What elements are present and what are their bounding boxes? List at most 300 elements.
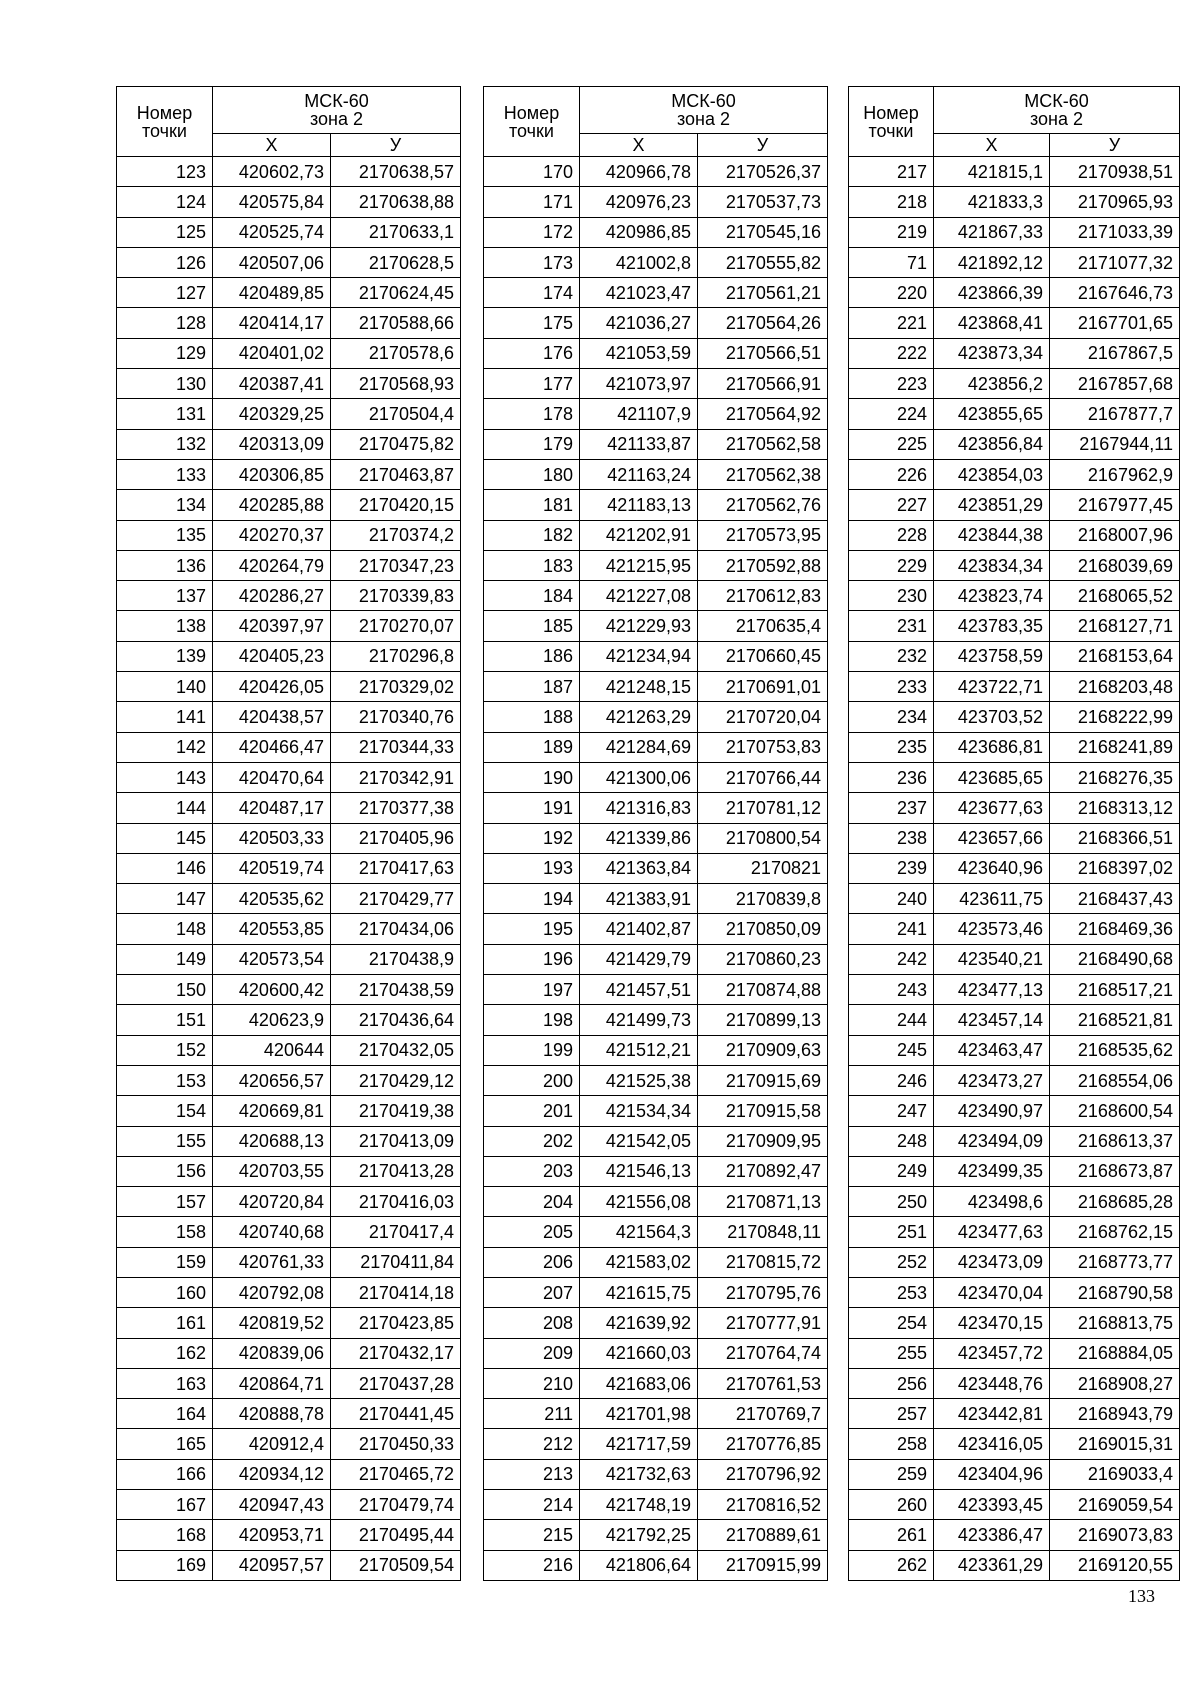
x-coordinate-cell: 420507,06 bbox=[213, 247, 331, 277]
x-coordinate-cell: 421792,25 bbox=[580, 1520, 698, 1550]
table-row bbox=[484, 1126, 828, 1156]
point-number-cell: 127 bbox=[117, 278, 213, 308]
point-number-cell: 223 bbox=[849, 369, 934, 399]
table-row bbox=[117, 369, 461, 399]
y-coordinate-cell: 2170633,1 bbox=[331, 217, 461, 247]
y-coordinate-cell: 2169015,31 bbox=[1050, 1429, 1180, 1459]
table-row bbox=[117, 429, 461, 459]
x-coordinate-cell: 423361,29 bbox=[934, 1550, 1050, 1580]
x-coordinate-cell: 423498,6 bbox=[934, 1187, 1050, 1217]
y-column-header: У bbox=[331, 134, 461, 157]
table-row bbox=[117, 157, 461, 187]
x-coordinate-cell: 421229,93 bbox=[580, 611, 698, 641]
x-coordinate-cell: 420623,9 bbox=[213, 1005, 331, 1035]
y-coordinate-cell: 2170417,63 bbox=[331, 853, 461, 883]
point-number-cell: 197 bbox=[484, 975, 580, 1005]
point-number-cell: 146 bbox=[117, 853, 213, 883]
point-number-cell: 250 bbox=[849, 1187, 934, 1217]
table-row bbox=[849, 1096, 1180, 1126]
y-coordinate-cell: 2170436,64 bbox=[331, 1005, 461, 1035]
table-row bbox=[484, 793, 828, 823]
x-coordinate-cell: 420703,55 bbox=[213, 1156, 331, 1186]
y-coordinate-cell: 2168908,27 bbox=[1050, 1368, 1180, 1398]
point-number-cell: 199 bbox=[484, 1035, 580, 1065]
x-coordinate-cell: 421248,15 bbox=[580, 672, 698, 702]
y-coordinate-cell: 2167857,68 bbox=[1050, 369, 1180, 399]
x-coordinate-cell: 421833,3 bbox=[934, 187, 1050, 217]
table-row bbox=[849, 187, 1180, 217]
y-coordinate-cell: 2168127,71 bbox=[1050, 611, 1180, 641]
x-column-header: Х bbox=[580, 134, 698, 157]
table-row bbox=[849, 247, 1180, 277]
x-coordinate-cell: 420953,71 bbox=[213, 1520, 331, 1550]
y-coordinate-cell: 2170429,12 bbox=[331, 1065, 461, 1095]
y-coordinate-cell: 2168276,35 bbox=[1050, 762, 1180, 792]
point-number-cell: 253 bbox=[849, 1277, 934, 1307]
x-coordinate-cell: 423856,84 bbox=[934, 429, 1050, 459]
table-row bbox=[484, 1399, 828, 1429]
point-number-cell: 261 bbox=[849, 1520, 934, 1550]
y-coordinate-cell: 2170588,66 bbox=[331, 308, 461, 338]
coordinate-system-header: МСК-60 зона 2 bbox=[580, 87, 828, 134]
point-number-cell: 155 bbox=[117, 1126, 213, 1156]
table-row bbox=[849, 944, 1180, 974]
x-coordinate-cell: 423844,38 bbox=[934, 520, 1050, 550]
table-row bbox=[117, 641, 461, 671]
point-number-cell: 159 bbox=[117, 1247, 213, 1277]
y-coordinate-cell: 2168007,96 bbox=[1050, 520, 1180, 550]
x-coordinate-cell: 423473,09 bbox=[934, 1247, 1050, 1277]
x-coordinate-cell: 421402,87 bbox=[580, 914, 698, 944]
point-number-cell: 229 bbox=[849, 550, 934, 580]
y-coordinate-cell: 2170892,47 bbox=[698, 1156, 828, 1186]
table-row bbox=[849, 369, 1180, 399]
point-number-cell: 187 bbox=[484, 672, 580, 702]
table-row bbox=[117, 520, 461, 550]
y-coordinate-cell: 2168153,64 bbox=[1050, 641, 1180, 671]
point-number-cell: 194 bbox=[484, 884, 580, 914]
point-number-cell: 177 bbox=[484, 369, 580, 399]
table-row bbox=[117, 1368, 461, 1398]
table-row bbox=[117, 1247, 461, 1277]
point-number-cell: 183 bbox=[484, 550, 580, 580]
x-coordinate-cell: 420285,88 bbox=[213, 490, 331, 520]
point-number-cell: 193 bbox=[484, 853, 580, 883]
table-row bbox=[484, 581, 828, 611]
point-number-cell: 212 bbox=[484, 1429, 580, 1459]
y-coordinate-cell: 2170821 bbox=[698, 853, 828, 883]
table-row bbox=[849, 1338, 1180, 1368]
point-number-cell: 170 bbox=[484, 157, 580, 187]
point-number-cell: 158 bbox=[117, 1217, 213, 1247]
table-row bbox=[484, 1156, 828, 1186]
point-number-cell: 211 bbox=[484, 1399, 580, 1429]
coordinates-table-1 bbox=[116, 86, 461, 1581]
point-number-cell: 166 bbox=[117, 1459, 213, 1489]
table-row bbox=[117, 1096, 461, 1126]
point-number-cell: 135 bbox=[117, 520, 213, 550]
point-number-cell: 174 bbox=[484, 278, 580, 308]
table-row bbox=[117, 338, 461, 368]
point-number-cell: 164 bbox=[117, 1399, 213, 1429]
table-row bbox=[849, 1459, 1180, 1489]
point-number-cell: 245 bbox=[849, 1035, 934, 1065]
y-coordinate-cell: 2170438,9 bbox=[331, 944, 461, 974]
point-number-header: Номер точки bbox=[117, 87, 213, 157]
table-row bbox=[117, 884, 461, 914]
y-coordinate-cell: 2167867,5 bbox=[1050, 338, 1180, 368]
point-number-cell: 172 bbox=[484, 217, 580, 247]
y-coordinate-cell: 2170874,88 bbox=[698, 975, 828, 1005]
x-coordinate-cell: 420976,23 bbox=[580, 187, 698, 217]
table-row bbox=[117, 550, 461, 580]
table-row bbox=[849, 884, 1180, 914]
table-row bbox=[849, 1217, 1180, 1247]
x-coordinate-cell: 421534,34 bbox=[580, 1096, 698, 1126]
y-coordinate-cell: 2170839,8 bbox=[698, 884, 828, 914]
point-number-cell: 237 bbox=[849, 793, 934, 823]
y-column-header: У bbox=[1050, 134, 1180, 157]
y-coordinate-cell: 2170909,63 bbox=[698, 1035, 828, 1065]
y-coordinate-cell: 2170568,93 bbox=[331, 369, 461, 399]
point-number-cell: 182 bbox=[484, 520, 580, 550]
y-coordinate-cell: 2170860,23 bbox=[698, 944, 828, 974]
y-coordinate-cell: 2168613,37 bbox=[1050, 1126, 1180, 1156]
table-row bbox=[849, 732, 1180, 762]
x-coordinate-cell: 421036,27 bbox=[580, 308, 698, 338]
table-row bbox=[849, 702, 1180, 732]
table-body bbox=[484, 157, 828, 1581]
coordinates-table-3 bbox=[848, 86, 1180, 1581]
table-row bbox=[117, 1065, 461, 1095]
x-coordinate-cell: 420602,73 bbox=[213, 157, 331, 187]
point-number-cell: 259 bbox=[849, 1459, 934, 1489]
y-coordinate-cell: 2170437,28 bbox=[331, 1368, 461, 1398]
point-number-cell: 168 bbox=[117, 1520, 213, 1550]
y-coordinate-cell: 2168203,48 bbox=[1050, 672, 1180, 702]
x-coordinate-cell: 420438,57 bbox=[213, 702, 331, 732]
x-coordinate-cell: 421023,47 bbox=[580, 278, 698, 308]
x-coordinate-cell: 423722,71 bbox=[934, 672, 1050, 702]
y-coordinate-cell: 2170815,72 bbox=[698, 1247, 828, 1277]
y-coordinate-cell: 2170691,01 bbox=[698, 672, 828, 702]
table-row bbox=[849, 611, 1180, 641]
point-number-cell: 125 bbox=[117, 217, 213, 247]
table-row bbox=[117, 1490, 461, 1520]
x-coordinate-cell: 421263,29 bbox=[580, 702, 698, 732]
x-coordinate-cell: 420503,33 bbox=[213, 823, 331, 853]
y-coordinate-cell: 2170566,91 bbox=[698, 369, 828, 399]
table-row bbox=[117, 1187, 461, 1217]
y-coordinate-cell: 2168600,54 bbox=[1050, 1096, 1180, 1126]
point-number-cell: 217 bbox=[849, 157, 934, 187]
point-number-cell: 136 bbox=[117, 550, 213, 580]
x-coordinate-cell: 421133,87 bbox=[580, 429, 698, 459]
table-row bbox=[484, 550, 828, 580]
x-coordinate-cell: 420264,79 bbox=[213, 550, 331, 580]
y-coordinate-cell: 2168943,79 bbox=[1050, 1399, 1180, 1429]
table-row bbox=[849, 762, 1180, 792]
x-coordinate-cell: 423851,29 bbox=[934, 490, 1050, 520]
y-coordinate-cell: 2168535,62 bbox=[1050, 1035, 1180, 1065]
x-coordinate-cell: 420306,85 bbox=[213, 459, 331, 489]
y-coordinate-cell: 2170638,88 bbox=[331, 187, 461, 217]
point-number-cell: 190 bbox=[484, 762, 580, 792]
point-number-cell: 157 bbox=[117, 1187, 213, 1217]
x-coordinate-cell: 420414,17 bbox=[213, 308, 331, 338]
point-number-cell: 257 bbox=[849, 1399, 934, 1429]
y-coordinate-cell: 2170296,8 bbox=[331, 641, 461, 671]
x-coordinate-cell: 423448,76 bbox=[934, 1368, 1050, 1398]
table-row bbox=[117, 702, 461, 732]
table-row bbox=[484, 853, 828, 883]
table-row bbox=[484, 369, 828, 399]
point-number-cell: 171 bbox=[484, 187, 580, 217]
point-number-cell: 124 bbox=[117, 187, 213, 217]
point-number-cell: 153 bbox=[117, 1065, 213, 1095]
y-coordinate-cell: 2167646,73 bbox=[1050, 278, 1180, 308]
point-number-cell: 220 bbox=[849, 278, 934, 308]
y-coordinate-cell: 2170475,82 bbox=[331, 429, 461, 459]
x-coordinate-cell: 423473,27 bbox=[934, 1065, 1050, 1095]
x-coordinate-cell: 420519,74 bbox=[213, 853, 331, 883]
y-coordinate-cell: 2170796,92 bbox=[698, 1459, 828, 1489]
table-row bbox=[117, 853, 461, 883]
table-row bbox=[117, 1156, 461, 1186]
y-coordinate-cell: 2168313,12 bbox=[1050, 793, 1180, 823]
y-coordinate-cell: 2170915,58 bbox=[698, 1096, 828, 1126]
table-body bbox=[117, 157, 461, 1581]
point-number-cell: 160 bbox=[117, 1277, 213, 1307]
point-number-cell: 214 bbox=[484, 1490, 580, 1520]
table-row bbox=[849, 157, 1180, 187]
x-coordinate-cell: 423677,63 bbox=[934, 793, 1050, 823]
table-row bbox=[117, 187, 461, 217]
point-number-cell: 143 bbox=[117, 762, 213, 792]
x-coordinate-cell: 421073,97 bbox=[580, 369, 698, 399]
y-coordinate-cell: 2170562,58 bbox=[698, 429, 828, 459]
table-row bbox=[117, 1277, 461, 1307]
x-coordinate-cell: 423490,97 bbox=[934, 1096, 1050, 1126]
point-number-cell: 195 bbox=[484, 914, 580, 944]
point-number-cell: 165 bbox=[117, 1429, 213, 1459]
point-number-cell: 191 bbox=[484, 793, 580, 823]
y-coordinate-cell: 2170564,92 bbox=[698, 399, 828, 429]
x-column-header: Х bbox=[213, 134, 331, 157]
point-number-cell: 186 bbox=[484, 641, 580, 671]
x-coordinate-cell: 423470,15 bbox=[934, 1308, 1050, 1338]
x-coordinate-cell: 423703,52 bbox=[934, 702, 1050, 732]
x-coordinate-cell: 423470,04 bbox=[934, 1277, 1050, 1307]
y-coordinate-cell: 2170438,59 bbox=[331, 975, 461, 1005]
y-coordinate-cell: 2169059,54 bbox=[1050, 1490, 1180, 1520]
table-row bbox=[117, 1217, 461, 1247]
y-coordinate-cell: 2170441,45 bbox=[331, 1399, 461, 1429]
table-row bbox=[484, 732, 828, 762]
point-number-cell: 202 bbox=[484, 1126, 580, 1156]
x-coordinate-cell: 423856,2 bbox=[934, 369, 1050, 399]
x-coordinate-cell: 421107,9 bbox=[580, 399, 698, 429]
table-row bbox=[484, 308, 828, 338]
x-coordinate-cell: 420947,43 bbox=[213, 1490, 331, 1520]
y-coordinate-cell: 2168039,69 bbox=[1050, 550, 1180, 580]
point-number-cell: 233 bbox=[849, 672, 934, 702]
y-coordinate-cell: 2170463,87 bbox=[331, 459, 461, 489]
point-number-cell: 173 bbox=[484, 247, 580, 277]
point-number-cell: 142 bbox=[117, 732, 213, 762]
point-number-cell: 219 bbox=[849, 217, 934, 247]
table-row bbox=[849, 1368, 1180, 1398]
y-coordinate-cell: 2170612,83 bbox=[698, 581, 828, 611]
x-coordinate-cell: 423386,47 bbox=[934, 1520, 1050, 1550]
x-coordinate-cell: 420669,81 bbox=[213, 1096, 331, 1126]
table-row bbox=[849, 853, 1180, 883]
x-coordinate-cell: 420839,06 bbox=[213, 1338, 331, 1368]
x-coordinate-cell: 421546,13 bbox=[580, 1156, 698, 1186]
x-coordinate-cell: 421525,38 bbox=[580, 1065, 698, 1095]
table-row bbox=[117, 1338, 461, 1368]
point-number-cell: 208 bbox=[484, 1308, 580, 1338]
x-coordinate-cell: 421615,75 bbox=[580, 1277, 698, 1307]
point-number-cell: 215 bbox=[484, 1520, 580, 1550]
x-coordinate-cell: 420313,09 bbox=[213, 429, 331, 459]
y-coordinate-cell: 2168884,05 bbox=[1050, 1338, 1180, 1368]
y-coordinate-cell: 2170562,76 bbox=[698, 490, 828, 520]
table-row bbox=[849, 641, 1180, 671]
table-row bbox=[484, 278, 828, 308]
point-number-cell: 242 bbox=[849, 944, 934, 974]
x-coordinate-cell: 423442,81 bbox=[934, 1399, 1050, 1429]
point-number-cell: 129 bbox=[117, 338, 213, 368]
table-row bbox=[484, 1459, 828, 1489]
y-coordinate-cell: 2167977,45 bbox=[1050, 490, 1180, 520]
x-coordinate-cell: 420888,78 bbox=[213, 1399, 331, 1429]
table-row bbox=[849, 1065, 1180, 1095]
x-coordinate-cell: 421556,08 bbox=[580, 1187, 698, 1217]
point-number-cell: 184 bbox=[484, 581, 580, 611]
y-coordinate-cell: 2170413,28 bbox=[331, 1156, 461, 1186]
table-row bbox=[849, 581, 1180, 611]
x-coordinate-cell: 423416,05 bbox=[934, 1429, 1050, 1459]
y-coordinate-cell: 2170915,69 bbox=[698, 1065, 828, 1095]
table-row bbox=[117, 581, 461, 611]
table-row bbox=[117, 611, 461, 641]
table-row bbox=[484, 490, 828, 520]
x-coordinate-cell: 421429,79 bbox=[580, 944, 698, 974]
point-number-cell: 258 bbox=[849, 1429, 934, 1459]
point-number-cell: 154 bbox=[117, 1096, 213, 1126]
y-coordinate-cell: 2168241,89 bbox=[1050, 732, 1180, 762]
y-coordinate-cell: 2168673,87 bbox=[1050, 1156, 1180, 1186]
table-row bbox=[849, 520, 1180, 550]
point-number-cell: 123 bbox=[117, 157, 213, 187]
point-number-cell: 134 bbox=[117, 490, 213, 520]
table-row bbox=[117, 1126, 461, 1156]
x-coordinate-cell: 421867,33 bbox=[934, 217, 1050, 247]
y-coordinate-cell: 2170573,95 bbox=[698, 520, 828, 550]
point-number-cell: 206 bbox=[484, 1247, 580, 1277]
y-coordinate-cell: 2170628,5 bbox=[331, 247, 461, 277]
table-row bbox=[117, 1520, 461, 1550]
x-coordinate-cell: 420912,4 bbox=[213, 1429, 331, 1459]
y-coordinate-cell: 2170329,02 bbox=[331, 672, 461, 702]
y-coordinate-cell: 2170915,99 bbox=[698, 1550, 828, 1580]
x-coordinate-cell: 423685,65 bbox=[934, 762, 1050, 792]
point-number-cell: 256 bbox=[849, 1368, 934, 1398]
table-row bbox=[849, 1520, 1180, 1550]
x-coordinate-cell: 421234,94 bbox=[580, 641, 698, 671]
x-coordinate-cell: 423494,09 bbox=[934, 1126, 1050, 1156]
table-row bbox=[849, 1187, 1180, 1217]
point-number-cell: 133 bbox=[117, 459, 213, 489]
table-row bbox=[117, 1308, 461, 1338]
y-coordinate-cell: 2170270,07 bbox=[331, 611, 461, 641]
point-number-cell: 201 bbox=[484, 1096, 580, 1126]
y-coordinate-cell: 2170909,95 bbox=[698, 1126, 828, 1156]
table-row bbox=[484, 1338, 828, 1368]
table-row bbox=[484, 672, 828, 702]
table-row bbox=[849, 278, 1180, 308]
point-number-cell: 247 bbox=[849, 1096, 934, 1126]
point-number-cell: 131 bbox=[117, 399, 213, 429]
y-coordinate-cell: 2170566,51 bbox=[698, 338, 828, 368]
point-number-cell: 228 bbox=[849, 520, 934, 550]
x-coordinate-cell: 421717,59 bbox=[580, 1429, 698, 1459]
point-number-cell: 144 bbox=[117, 793, 213, 823]
table-row bbox=[117, 793, 461, 823]
point-number-cell: 252 bbox=[849, 1247, 934, 1277]
x-column-header: Х bbox=[934, 134, 1050, 157]
coordinate-system-header: МСК-60 зона 2 bbox=[213, 87, 461, 134]
table-row bbox=[484, 1065, 828, 1095]
x-coordinate-cell: 420397,97 bbox=[213, 611, 331, 641]
point-number-cell: 132 bbox=[117, 429, 213, 459]
point-number-cell: 213 bbox=[484, 1459, 580, 1489]
y-coordinate-cell: 2170592,88 bbox=[698, 550, 828, 580]
x-coordinate-cell: 423854,03 bbox=[934, 459, 1050, 489]
table-row bbox=[849, 308, 1180, 338]
table-row bbox=[484, 1035, 828, 1065]
y-coordinate-cell: 2170777,91 bbox=[698, 1308, 828, 1338]
table-row bbox=[484, 1247, 828, 1277]
table-row bbox=[117, 1035, 461, 1065]
point-number-cell: 150 bbox=[117, 975, 213, 1005]
table-row bbox=[117, 1429, 461, 1459]
y-coordinate-cell: 2168762,15 bbox=[1050, 1217, 1180, 1247]
table-row bbox=[849, 1277, 1180, 1307]
table-row bbox=[117, 914, 461, 944]
point-number-cell: 141 bbox=[117, 702, 213, 732]
y-coordinate-cell: 2170432,17 bbox=[331, 1338, 461, 1368]
x-coordinate-cell: 423611,75 bbox=[934, 884, 1050, 914]
table-row bbox=[117, 217, 461, 247]
y-coordinate-cell: 2168065,52 bbox=[1050, 581, 1180, 611]
table-row bbox=[117, 399, 461, 429]
point-number-cell: 238 bbox=[849, 823, 934, 853]
coordinates-table-2 bbox=[483, 86, 828, 1581]
y-coordinate-cell: 2170564,26 bbox=[698, 308, 828, 338]
table-row bbox=[484, 823, 828, 853]
table-row bbox=[484, 399, 828, 429]
y-coordinate-cell: 2168366,51 bbox=[1050, 823, 1180, 853]
point-number-cell: 207 bbox=[484, 1277, 580, 1307]
y-coordinate-cell: 2171077,32 bbox=[1050, 247, 1180, 277]
point-number-cell: 145 bbox=[117, 823, 213, 853]
point-number-cell: 189 bbox=[484, 732, 580, 762]
table-row bbox=[484, 914, 828, 944]
table-row bbox=[849, 975, 1180, 1005]
y-coordinate-cell: 2171033,39 bbox=[1050, 217, 1180, 247]
